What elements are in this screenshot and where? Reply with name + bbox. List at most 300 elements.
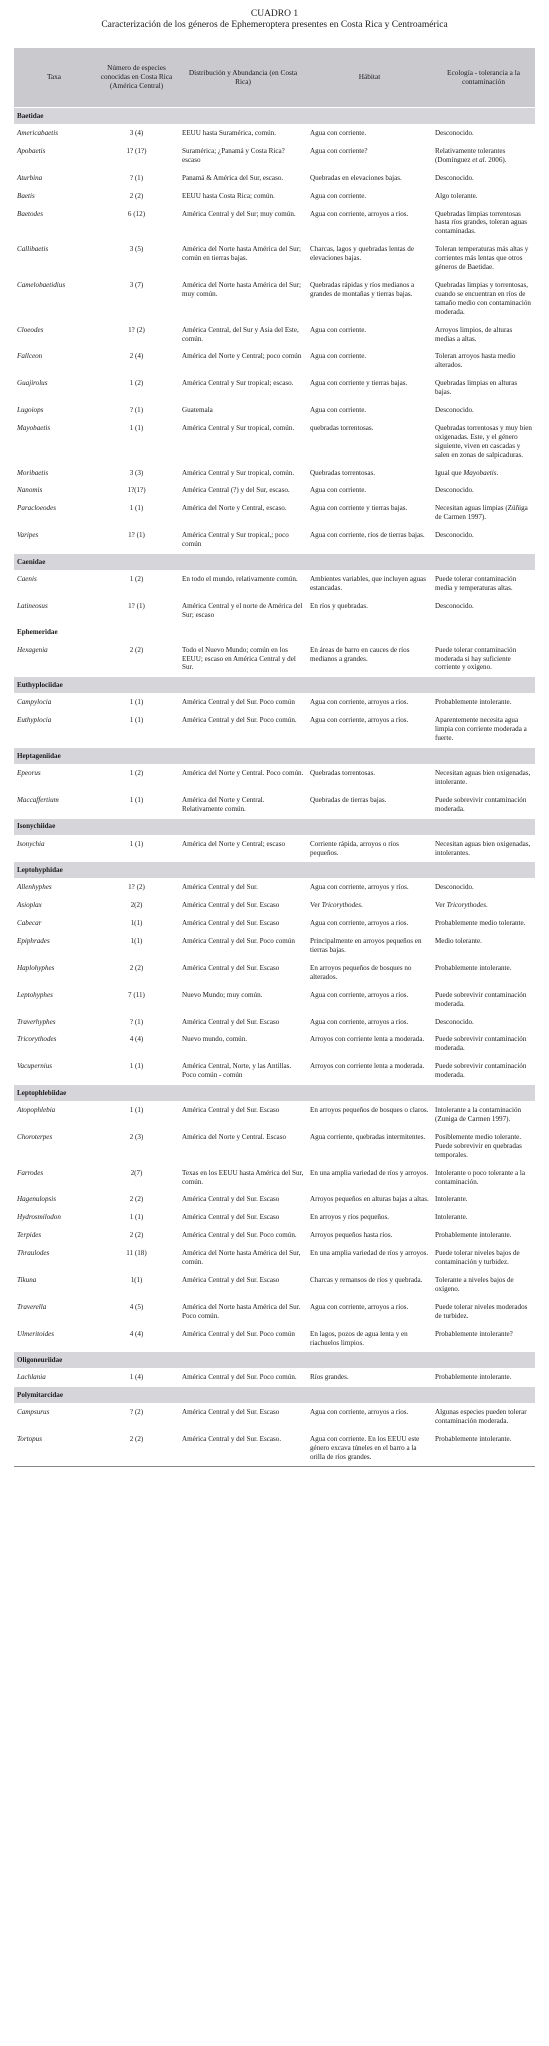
- species-count: 1? (1): [128, 601, 145, 610]
- family-row: [14, 1387, 535, 1404]
- genus-name: Americabaetis: [17, 129, 58, 137]
- distribution-cell: América Central y del Sur. Poco común.: [182, 1373, 297, 1382]
- genus-row: [14, 481, 535, 499]
- ecology-cell: Algo tolerante.: [435, 191, 478, 200]
- genus-row: [14, 1325, 535, 1352]
- genus-name: Fallceon: [17, 352, 43, 361]
- ecology-cell: Medio tolerante.: [435, 937, 482, 946]
- species-count: 1? (2): [128, 883, 145, 892]
- distribution-cell: América Central y del Sur.: [182, 883, 258, 892]
- habitat-cell: Agua con corriente y tierras bajas.: [310, 379, 408, 388]
- ecology-cell: Quebradas limpias y torrentosas, cuando se encuentran en ríos de tamaño medio con contaminación moderada.: [435, 280, 531, 316]
- genus-name: Campylocia: [17, 698, 52, 707]
- ecology-cell: Quebradas torrentosas y muy bien oxigenadas. Este, y el género siguiente, viven en cascadas y salen en zonas de salpicaduras.: [435, 423, 532, 459]
- habitat-cell: Ríos grandes.: [310, 1373, 349, 1382]
- habitat-cell: quebradas torrentosas.: [310, 423, 374, 432]
- family-row: [14, 677, 535, 694]
- genus-name: Cloeodes: [17, 325, 44, 334]
- ecology-cell: Intolerante o poco tolerante a la contaminación.: [435, 1168, 526, 1186]
- genus-name: Apobaetis: [17, 146, 46, 155]
- ecology-cell: Desconocido.: [435, 486, 474, 495]
- habitat-cell: Agua con corriente. En los EEUU este género excava túneles en el barro a la orilla de ríos grandes.: [307, 1430, 432, 1466]
- genus-row: [14, 169, 535, 187]
- genus-row: [14, 499, 535, 526]
- genus-row: [14, 1244, 535, 1271]
- genus-name: Allenhyphes: [17, 883, 52, 892]
- genus-row: [14, 187, 535, 205]
- genus-row: [14, 1403, 535, 1430]
- habitat-cell: Agua con corriente, arroyos a ríos.: [310, 990, 409, 999]
- genus-row: [14, 878, 535, 896]
- species-count: 3 (3): [129, 468, 144, 477]
- ecology-cell: Igual que Mayobaetis.: [435, 468, 499, 477]
- family-name: Caenidae: [14, 554, 535, 571]
- genus-name: Terpides: [17, 1231, 42, 1240]
- header-row: [14, 48, 535, 108]
- habitat-cell: En una amplia variedad de ríos y arroyos.: [310, 1249, 429, 1258]
- genus-name: Atopophlebia: [17, 1106, 56, 1115]
- habitat-cell: Agua con corriente y tierras bajas.: [310, 504, 408, 513]
- species-count: 1? (1?): [126, 146, 147, 155]
- distribution-cell: América del Norte hasta América del Sur; muy común.: [182, 280, 301, 298]
- habitat-cell: Agua corriente, quebradas intermitentes.: [310, 1132, 426, 1141]
- species-count: 1 (2): [129, 379, 144, 388]
- species-count: 1?(1?): [127, 486, 146, 495]
- species-count: 2 (4): [129, 352, 144, 361]
- species-count: 4 (5): [129, 1302, 144, 1311]
- genus-name: Guajirolus: [17, 379, 48, 388]
- family-row: [14, 108, 535, 125]
- genus-row: [14, 1128, 535, 1164]
- distribution-cell: América Central y del Sur. Escaso: [182, 1275, 280, 1284]
- habitat-cell: En arroyos y ríos pequeños.: [310, 1213, 390, 1222]
- header-taxa: Taxa: [14, 48, 94, 108]
- ecology-cell: Probablemente intolerante.: [435, 698, 512, 707]
- ecology-cell: Necesitan aguas bien oxigenadas, intolerantes.: [435, 839, 531, 857]
- species-count: 2 (2): [129, 1195, 144, 1204]
- ecology-cell: Desconocido.: [435, 1017, 474, 1026]
- genus-name: Moribaetis: [17, 468, 49, 477]
- distribution-cell: América Central y Sur tropical; escaso.: [182, 379, 294, 388]
- family-name: Oligoneuriidae: [14, 1352, 535, 1369]
- distribution-cell: América del Norte y Central. Relativamente común.: [182, 795, 265, 813]
- species-count: 1? (1): [128, 531, 145, 540]
- habitat-cell: Ambientes variables, que incluyen aguas estancadas.: [310, 575, 427, 592]
- family-row: [14, 554, 535, 571]
- species-count: 2 (2): [129, 191, 144, 200]
- habitat-cell: Quebradas de tierras bajas.: [310, 795, 387, 804]
- genus-name: Ulmeritoides: [17, 1329, 55, 1338]
- genus-row: [14, 1057, 535, 1084]
- distribution-cell: América del Norte hasta América del Sur. Poco común.: [182, 1302, 301, 1320]
- ecology-cell: Intolerante a la contaminación (Zuniga de Carmen 1997).: [435, 1106, 522, 1123]
- habitat-cell: Agua con corriente.: [310, 191, 367, 200]
- distribution-cell: América del Norte y Central, escaso.: [182, 504, 287, 513]
- ecology-cell: Desconocido.: [435, 601, 474, 610]
- species-count: 2 (3): [129, 1132, 144, 1141]
- genus-row: [14, 1030, 535, 1057]
- family-name: Euthyplociidae: [14, 677, 535, 694]
- genus-name: Hydrosmilodon: [17, 1213, 61, 1222]
- distribution-cell: América Central y el norte de América del Sur; escaso: [182, 601, 303, 619]
- habitat-cell: En arroyos pequeños de bosques no alterados.: [310, 963, 412, 981]
- family-name: Isonychiidae: [14, 818, 535, 835]
- genus-row: [14, 764, 535, 791]
- distribution-cell: América Central (?) y del Sur, escaso.: [182, 486, 290, 495]
- species-count: 6 (12): [127, 209, 146, 218]
- species-count: 1 (1): [129, 839, 144, 848]
- species-count: 1 (2): [129, 575, 144, 583]
- distribution-cell: América Central y del Sur. Escaso: [182, 1408, 280, 1417]
- habitat-cell: En ríos y quebradas.: [310, 601, 368, 610]
- genus-row: [14, 986, 535, 1013]
- distribution-cell: América Central y del Sur. Escaso.: [179, 1430, 307, 1466]
- ecology-cell: Intolerante.: [435, 1213, 468, 1222]
- genus-name: Paracloeodes: [17, 504, 57, 513]
- genus-row: [14, 914, 535, 932]
- genus-name: Farrodes: [17, 1168, 44, 1177]
- genus-row: [14, 597, 535, 624]
- species-count: 1(1): [130, 937, 143, 946]
- genus-name: Tricorythodes: [17, 1035, 57, 1044]
- habitat-cell: Charcas, lagos y quebradas lentas de elevaciones bajas.: [310, 245, 415, 263]
- genus-row: [14, 419, 535, 464]
- family-name: Polymitarcidae: [14, 1387, 535, 1404]
- header-ecology: Ecología - tolerancia a la contaminación: [432, 48, 535, 108]
- habitat-cell: Agua con corriente.: [310, 352, 367, 361]
- genus-name: Traverella: [17, 1302, 47, 1311]
- ecology-cell: Posiblemente medio tolerante. Puede sobrevivir en quebradas temporales.: [435, 1132, 522, 1159]
- genus-name: Choroterpes: [17, 1132, 53, 1141]
- distribution-cell: América Central y del Sur. Poco común: [182, 698, 295, 707]
- genus-row: [14, 641, 535, 677]
- genus-row: [14, 932, 535, 959]
- genus-row: [14, 959, 535, 986]
- genus-row: [14, 464, 535, 482]
- ecology-cell: Quebradas limpias en alturas bajas.: [435, 379, 518, 397]
- species-count: 7 (11): [128, 990, 145, 999]
- distribution-cell: América del Norte y Central; poco común: [182, 352, 302, 361]
- genus-row: [14, 835, 535, 862]
- distribution-cell: Suramérica; ¿Panamá y Costa Rica? escaso: [182, 146, 285, 164]
- genus-name: Baetis: [17, 191, 35, 200]
- genus-row: [14, 276, 535, 321]
- genus-row: [14, 1013, 535, 1031]
- genus-row: [14, 711, 535, 747]
- species-count: 1 (1): [129, 423, 144, 432]
- species-count: 11 (18): [126, 1249, 147, 1258]
- habitat-cell: Agua con corriente, arroyos a ríos.: [310, 716, 409, 725]
- distribution-cell: América Central y del Sur. Escaso: [182, 1213, 280, 1222]
- genus-name: Varipes: [17, 531, 39, 540]
- family-row: [14, 624, 535, 641]
- distribution-cell: Panamá & América del Sur, escaso.: [182, 173, 284, 182]
- family-row: [14, 818, 535, 835]
- distribution-cell: América del Norte y Central. Escaso: [182, 1132, 287, 1141]
- table-body: [14, 108, 535, 1467]
- species-count: 4 (4): [129, 1329, 144, 1338]
- ecology-cell: Puede sobrevivir contaminación moderada.: [435, 990, 527, 1008]
- distribution-cell: América Central, Norte, y las Antillas. Poco común - común: [182, 1062, 292, 1080]
- distribution-cell: Texas en los EEUU hasta América del Sur, común.: [182, 1168, 304, 1186]
- family-name: Heptageniidae: [14, 747, 535, 764]
- ecology-cell: Desconocido.: [435, 173, 474, 182]
- genus-name: Baetodes: [17, 209, 44, 218]
- habitat-cell: Agua con corriente, arroyos y ríos.: [310, 883, 409, 892]
- distribution-cell: Nuevo mundo, común.: [182, 1035, 248, 1044]
- species-count: 3 (7): [129, 280, 144, 289]
- distribution-cell: América Central y del Sur; muy común.: [182, 209, 296, 218]
- habitat-cell: Agua con corriente.: [310, 325, 367, 334]
- family-name: Leptohyphidae: [14, 862, 535, 879]
- ecology-cell: Probablemente intolerante.: [435, 963, 512, 972]
- species-count: 3 (4): [129, 129, 144, 137]
- ecology-cell: Desconocido.: [435, 406, 474, 415]
- distribution-cell: América Central y del Sur. Poco común.: [182, 716, 297, 725]
- family-row: [14, 1352, 535, 1369]
- habitat-cell: Agua con corriente, arroyos a ríos.: [310, 698, 409, 707]
- species-count: ? (1): [129, 406, 144, 415]
- genus-name: Maccaffertium: [17, 795, 59, 804]
- genus-row: [14, 1190, 535, 1208]
- species-count: 1 (1): [129, 504, 144, 513]
- distribution-cell: América del Norte y Central; escaso: [182, 839, 286, 848]
- genus-name: Hagenulopsis: [17, 1195, 57, 1204]
- distribution-cell: EEUU hasta Suramérica, común.: [182, 129, 276, 137]
- distribution-cell: América Central y Sur tropical,; poco común: [182, 531, 289, 549]
- distribution-cell: América Central y del Sur. Escaso: [182, 1106, 280, 1115]
- genus-row: [14, 1271, 535, 1298]
- distribution-cell: América Central y del Sur. Escaso: [182, 901, 280, 910]
- ecology-cell: Toleran arroyos hasta medio alterados.: [435, 352, 516, 370]
- ecology-cell: Probablemente intolerante.: [432, 1430, 535, 1466]
- habitat-cell: En áreas de barro en cauces de ríos medianos a grandes.: [310, 645, 410, 663]
- habitat-cell: Ver Tricorythodes.: [310, 901, 363, 910]
- genus-row: [14, 124, 535, 142]
- ecology-cell: Aparentemente necesita agua limpia con corriente moderada a fuerte.: [435, 716, 527, 743]
- genus-row: [14, 347, 535, 374]
- distribution-cell: América Central y del Sur. Escaso: [182, 963, 280, 972]
- ecology-cell: Puede tolerar niveles bajos de contaminación y turbidez.: [435, 1249, 520, 1267]
- ecology-cell: Desconocido.: [435, 129, 474, 137]
- genus-name: Hexagenia: [17, 645, 48, 654]
- genus-name: Aturbina: [17, 173, 43, 182]
- family-name: Leptophlebiidae: [14, 1085, 535, 1102]
- genus-name: Cabecar: [17, 919, 42, 928]
- genus-name: Campsurus: [17, 1408, 50, 1417]
- habitat-cell: Quebradas torrentosas.: [310, 768, 376, 777]
- ecology-cell: Necesitan aguas bien oxigenadas, intolerante.: [435, 768, 531, 786]
- genus-name: Lachlania: [17, 1373, 46, 1382]
- distribution-cell: Guatemala: [182, 406, 213, 415]
- genus-row: [14, 1430, 535, 1466]
- genus-row: [14, 693, 535, 711]
- genus-row: [14, 374, 535, 401]
- genus-name: Camelobaetidius: [17, 280, 66, 289]
- genus-row: [14, 1368, 535, 1386]
- ecology-cell: Desconocido.: [435, 531, 474, 540]
- ecology-cell: Puede tolerar contaminación moderada si hay suficiente corriente y oxígeno.: [435, 645, 517, 672]
- ecology-cell: Probablemente intolerante.: [435, 1231, 512, 1240]
- ecology-cell: Quebradas limpias torrentosas hasta ríos grandes, toleran aguas contaminadas.: [435, 209, 527, 236]
- distribution-cell: América Central y del Sur. Poco común: [182, 1329, 295, 1338]
- habitat-cell: Agua con corriente.: [310, 406, 367, 415]
- species-count: 2(7): [130, 1168, 143, 1177]
- species-count: 2 (2): [129, 963, 144, 972]
- ecology-cell: Desconocido.: [435, 883, 474, 892]
- habitat-cell: Arroyos con corriente lenta a moderada.: [310, 1062, 425, 1071]
- species-count: 1 (1): [129, 1213, 144, 1222]
- habitat-cell: Agua con corriente, arroyos a ríos.: [310, 919, 409, 928]
- ecology-cell: Toleran temperaturas más altas y corrientes más lentas que otros géneros de Baetidae.: [435, 245, 529, 272]
- genus-row: [14, 570, 535, 597]
- species-count: 1 (1): [129, 1062, 144, 1071]
- habitat-cell: En arroyos pequeños de bosques o claros.: [310, 1106, 429, 1115]
- distribution-cell: América Central y Sur tropical, común.: [182, 468, 295, 477]
- distribution-cell: América Central y del Sur. Poco común: [182, 937, 295, 946]
- genus-name: Latineosus: [17, 601, 48, 610]
- genus-name: Vacupernius: [17, 1062, 53, 1071]
- ecology-cell: Puede sobrevivir contaminación moderada.: [435, 795, 527, 813]
- species-count: 1 (2): [129, 768, 144, 777]
- table-header: [14, 48, 535, 108]
- genus-name: Haplohyphes: [17, 963, 55, 972]
- family-name: Ephemeridae: [14, 624, 535, 641]
- habitat-cell: Quebradas torrentosas.: [310, 468, 376, 477]
- habitat-cell: Agua con corriente.: [310, 486, 367, 495]
- ecology-cell: Puede sobrevivir contaminación moderada.: [435, 1062, 527, 1080]
- genus-row: [14, 1164, 535, 1191]
- distribution-cell: Nuevo Mundo; muy común.: [182, 990, 263, 999]
- genus-name: Callibaetis: [17, 245, 49, 254]
- distribution-cell: En todo el mundo, relativamente común.: [182, 575, 298, 583]
- genus-name: Caenis: [17, 575, 37, 583]
- species-count: 1? (2): [128, 325, 145, 334]
- habitat-cell: Agua con corriente?: [310, 146, 368, 155]
- species-count: 1(1): [130, 1275, 143, 1284]
- header-habitat: Hábitat: [307, 48, 432, 108]
- genus-row: [14, 142, 535, 169]
- distribution-cell: América Central y del Sur. Escaso: [182, 919, 280, 928]
- species-count: 1 (1): [129, 795, 144, 804]
- ecology-cell: Probablemente intolerante.: [435, 1373, 512, 1382]
- genus-name: Leptohyphes: [17, 990, 53, 999]
- genus-name: Euthyplocia: [17, 716, 52, 725]
- ecology-cell: Probablemente medio tolerante.: [435, 919, 526, 928]
- genera-table: [14, 48, 535, 1467]
- genus-name: Epeorus: [17, 768, 41, 777]
- ecology-cell: Puede tolerar niveles moderados de turbidez.: [435, 1302, 528, 1320]
- species-count: 1 (1): [129, 698, 144, 707]
- distribution-cell: América Central y del Sur. Escaso: [182, 1195, 280, 1204]
- distribution-cell: América del Norte hasta América del Sur; común en tierras bajas.: [182, 245, 301, 263]
- ecology-cell: Ver Tricorythodes.: [435, 901, 488, 910]
- genus-row: [14, 401, 535, 419]
- species-count: ? (1): [129, 173, 144, 182]
- genus-row: [14, 321, 535, 348]
- genus-row: [14, 1208, 535, 1226]
- ecology-cell: Puede sobrevivir contaminación moderada.: [435, 1035, 527, 1053]
- distribution-cell: EEUU hasta Costa Rica; común.: [182, 191, 275, 200]
- habitat-cell: Agua con corriente.: [310, 129, 367, 137]
- habitat-cell: Arroyos con corriente lenta a moderada.: [310, 1035, 425, 1044]
- header-distribution: Distribución y Abundancia (en Costa Rica): [179, 48, 307, 108]
- species-count: 2(2): [130, 901, 143, 910]
- species-count: ? (1): [129, 1017, 144, 1026]
- ecology-cell: Arroyos limpios, de alturas medias a altas.: [435, 325, 513, 343]
- family-row: [14, 1085, 535, 1102]
- habitat-cell: Agua con corriente, arroyos a ríos.: [310, 1017, 409, 1026]
- ecology-cell: Algunas especies pueden tolerar contaminación moderada.: [435, 1408, 527, 1426]
- table-caption-number: CUADRO 1: [250, 9, 299, 19]
- ecology-cell: Puede tolerar contaminación media y temperaturas altas.: [435, 575, 517, 592]
- habitat-cell: Agua con corriente, arroyos a ríos.: [310, 1302, 409, 1311]
- genus-name: Epiphrades: [17, 937, 50, 946]
- species-count: 1 (4): [129, 1373, 144, 1382]
- species-count: 2 (2): [94, 1430, 179, 1466]
- genus-row: [14, 1298, 535, 1325]
- habitat-cell: Charcas y remansos de ríos y quebrada.: [310, 1275, 423, 1284]
- genus-name: Tikuna: [17, 1275, 37, 1284]
- ecology-cell: Relativamente tolerantes (Domínguez et al. 2006).: [435, 146, 507, 164]
- distribution-cell: América del Norte y Central. Poco común.: [182, 768, 304, 777]
- habitat-cell: Agua con corriente, arroyos a ríos.: [310, 209, 409, 218]
- genus-name: Lugoiops: [17, 406, 44, 415]
- table-caption-title: Caracterización de los géneros de Ephemeroptera presentes en Costa Rica y Centroamérica: [101, 20, 448, 30]
- header-species-count: Número de especies conocidas en Costa Rica (América Central): [94, 48, 179, 108]
- genus-row: [14, 526, 535, 553]
- genus-row: [14, 791, 535, 818]
- distribution-cell: América Central, del Sur y Asia del Este, común.: [182, 325, 299, 343]
- ecology-cell: Necesitan aguas limpias (Zúñiga de Carmen 1997).: [435, 504, 528, 522]
- genus-name: Traverhyphes: [17, 1017, 56, 1026]
- species-count: 2 (2): [129, 645, 144, 654]
- genus-name: Mayobaetis: [17, 423, 51, 432]
- species-count: 1 (1): [129, 1106, 144, 1115]
- habitat-cell: Arroyos pequeños en alturas bajas a altas.: [310, 1195, 429, 1204]
- genus-row: [14, 240, 535, 276]
- genus-name: Tortopus: [14, 1430, 94, 1466]
- habitat-cell: Arroyos pequeños hasta ríos.: [310, 1231, 393, 1240]
- species-count: 2 (2): [129, 1231, 144, 1240]
- habitat-cell: Agua con corriente, ríos de tierras bajas.: [310, 531, 425, 540]
- genus-row: [14, 205, 535, 241]
- ecology-cell: Probablemente intolerante?: [435, 1329, 513, 1338]
- genus-row: [14, 1226, 535, 1244]
- distribution-cell: América Central y del Sur. Escaso: [182, 1017, 280, 1026]
- species-count: 4 (4): [129, 1035, 144, 1044]
- genus-name: Isonychia: [17, 839, 45, 848]
- habitat-cell: En una amplia variedad de ríos y arroyos.: [310, 1168, 429, 1177]
- distribution-cell: Todo el Nuevo Mundo; común en los EEUU; escaso en América Central y del Sur.: [182, 645, 296, 672]
- genus-row: [14, 1101, 535, 1128]
- genus-name: Asioplax: [17, 901, 42, 910]
- distribution-cell: América del Norte hasta América del Sur, común.: [182, 1249, 301, 1267]
- species-count: 1(1): [130, 919, 143, 928]
- habitat-cell: Agua con corriente, arroyos a ríos.: [310, 1408, 409, 1417]
- genus-row: [14, 896, 535, 914]
- ecology-cell: Intolerante.: [435, 1195, 468, 1204]
- habitat-cell: Quebradas en elevaciones bajas.: [310, 173, 402, 182]
- family-row: [14, 747, 535, 764]
- species-count: ? (2): [129, 1408, 144, 1417]
- genus-name: Thraulodes: [17, 1249, 50, 1258]
- distribution-cell: América Central y Sur tropical, común.: [182, 423, 295, 432]
- habitat-cell: Quebradas rápidas y ríos medianos a grandes de montañas y tierras bajas.: [310, 280, 415, 298]
- habitat-cell: Corriente rápida, arroyos o ríos pequeños.: [310, 839, 399, 857]
- distribution-cell: América Central y del Sur. Poco común.: [182, 1231, 297, 1240]
- habitat-cell: En lagos, pozos de agua lenta y en riachuelos limpios.: [310, 1329, 408, 1347]
